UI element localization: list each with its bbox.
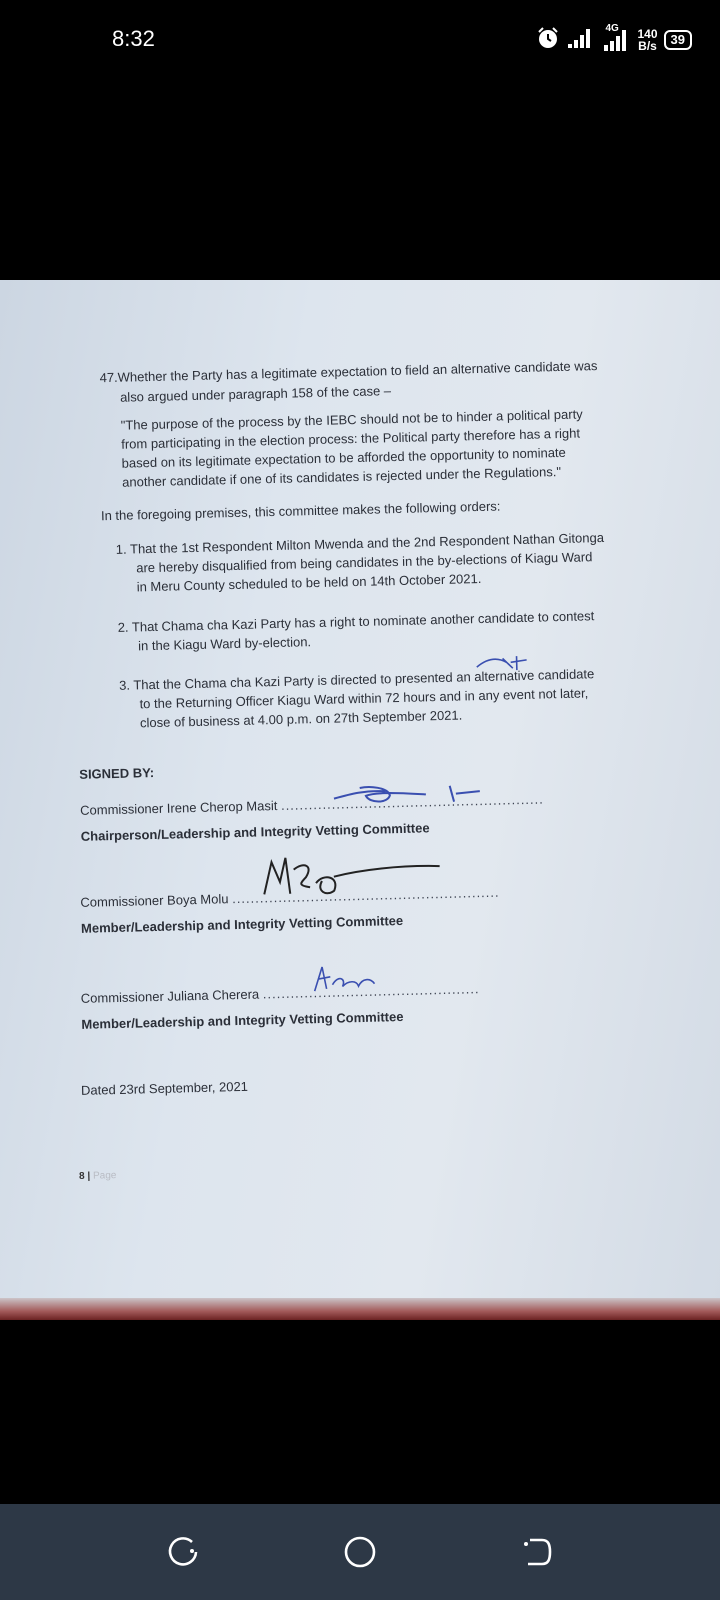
signature-cherera <box>304 959 395 997</box>
page-number-value: 8 | <box>78 1170 91 1182</box>
signatory3-name-text: Commissioner Juliana Cherera <box>80 986 260 1006</box>
paper-edge <box>0 1298 720 1320</box>
recent-apps-button[interactable] <box>162 1530 206 1574</box>
premises-text: In the foregoing premises, this committee makes the following orders: <box>100 498 501 524</box>
signal-4g-icon <box>602 25 632 55</box>
signatory1-name-text: Commissioner Irene Cherop Masit <box>79 798 278 818</box>
status-time: 8:32 <box>112 26 155 51</box>
para47-line1: 47.Whether the Party has a legitimate expectation to field an alternative candidate was <box>99 358 598 386</box>
home-icon <box>342 1534 378 1570</box>
home-button[interactable] <box>338 1530 382 1574</box>
speed-value: 140 <box>637 27 658 41</box>
signed-by-label: SIGNED BY: <box>79 765 155 782</box>
signal-icon <box>566 26 596 55</box>
network-type-label: 4G <box>605 23 619 34</box>
status-bar <box>0 0 720 80</box>
quote-line3: based on its legitimate expectation to be afforded the opportunity to nominate <box>121 444 566 471</box>
status-icons <box>536 24 693 56</box>
signatory2-name-text: Commissioner Boya Molu <box>80 891 229 910</box>
page-number-label: Page <box>92 1170 117 1182</box>
signature-line: ......................................................... <box>280 791 544 813</box>
order2-line1: 2. That Chama cha Kazi Party has a right to nominate another candidate to contest <box>117 608 595 635</box>
order3-line2: to the Returning Officer Kiagu Ward within 72 hours and in any event not later, <box>139 685 589 712</box>
dated-text: Dated 23rd September, 2021 <box>80 1078 249 1098</box>
signature-line: .......................................................... <box>231 884 500 907</box>
signature-molu <box>249 844 450 905</box>
correction-mark <box>472 652 533 675</box>
signatory2-role: Member/Leadership and Integrity Vetting Committee <box>80 912 404 936</box>
recent-apps-icon <box>166 1534 202 1570</box>
quote-line2: from participating in the election process: the Political party therefore has a right <box>121 425 581 452</box>
alarm-icon <box>536 26 560 55</box>
quote-line4: another candidate if one of its candidates is rejected under the Regulations." <box>121 463 562 490</box>
order2-line2: in the Kiagu Ward by-election. <box>137 634 312 654</box>
quote-line1: "The purpose of the process by the IEBC should not be to hinder a political party <box>120 406 583 433</box>
back-icon <box>518 1534 554 1570</box>
order1-line3: in Meru County scheduled to be held on 14th October 2021. <box>136 570 482 595</box>
order1-line1: 1. That the 1st Respondent Milton Mwenda and the 2nd Respondent Nathan Gitonga <box>115 529 605 557</box>
para47-line2: also argued under paragraph 158 of the case – <box>119 383 392 405</box>
signatory3-role: Member/Leadership and Integrity Vetting Committee <box>81 1009 404 1032</box>
navigation-bar <box>0 1504 720 1600</box>
speed-unit: B/s <box>638 39 657 53</box>
battery-level: 39 <box>670 32 685 47</box>
order1-line2: are hereby disqualified from being candidates in the by-elections of Kiagu Ward <box>136 549 593 576</box>
network-speed <box>638 28 658 52</box>
signatory1-role: Chairperson/Leadership and Integrity Vetting Committee <box>80 820 430 844</box>
document-photo <box>0 280 720 1320</box>
document-page <box>0 280 720 1320</box>
order3-line3: close of business at 4.00 p.m. on 27th September 2021. <box>139 707 463 731</box>
page-number <box>79 1170 117 1182</box>
battery-icon <box>664 30 692 50</box>
signature-masit <box>330 779 501 813</box>
signatory3-name <box>81 981 480 1006</box>
signature-line: ............................................... <box>262 981 480 1002</box>
order3-line1: 3. That the Chama cha Kazi Party is directed to presented an alternative candidate <box>118 666 595 693</box>
back-button[interactable] <box>514 1530 558 1574</box>
